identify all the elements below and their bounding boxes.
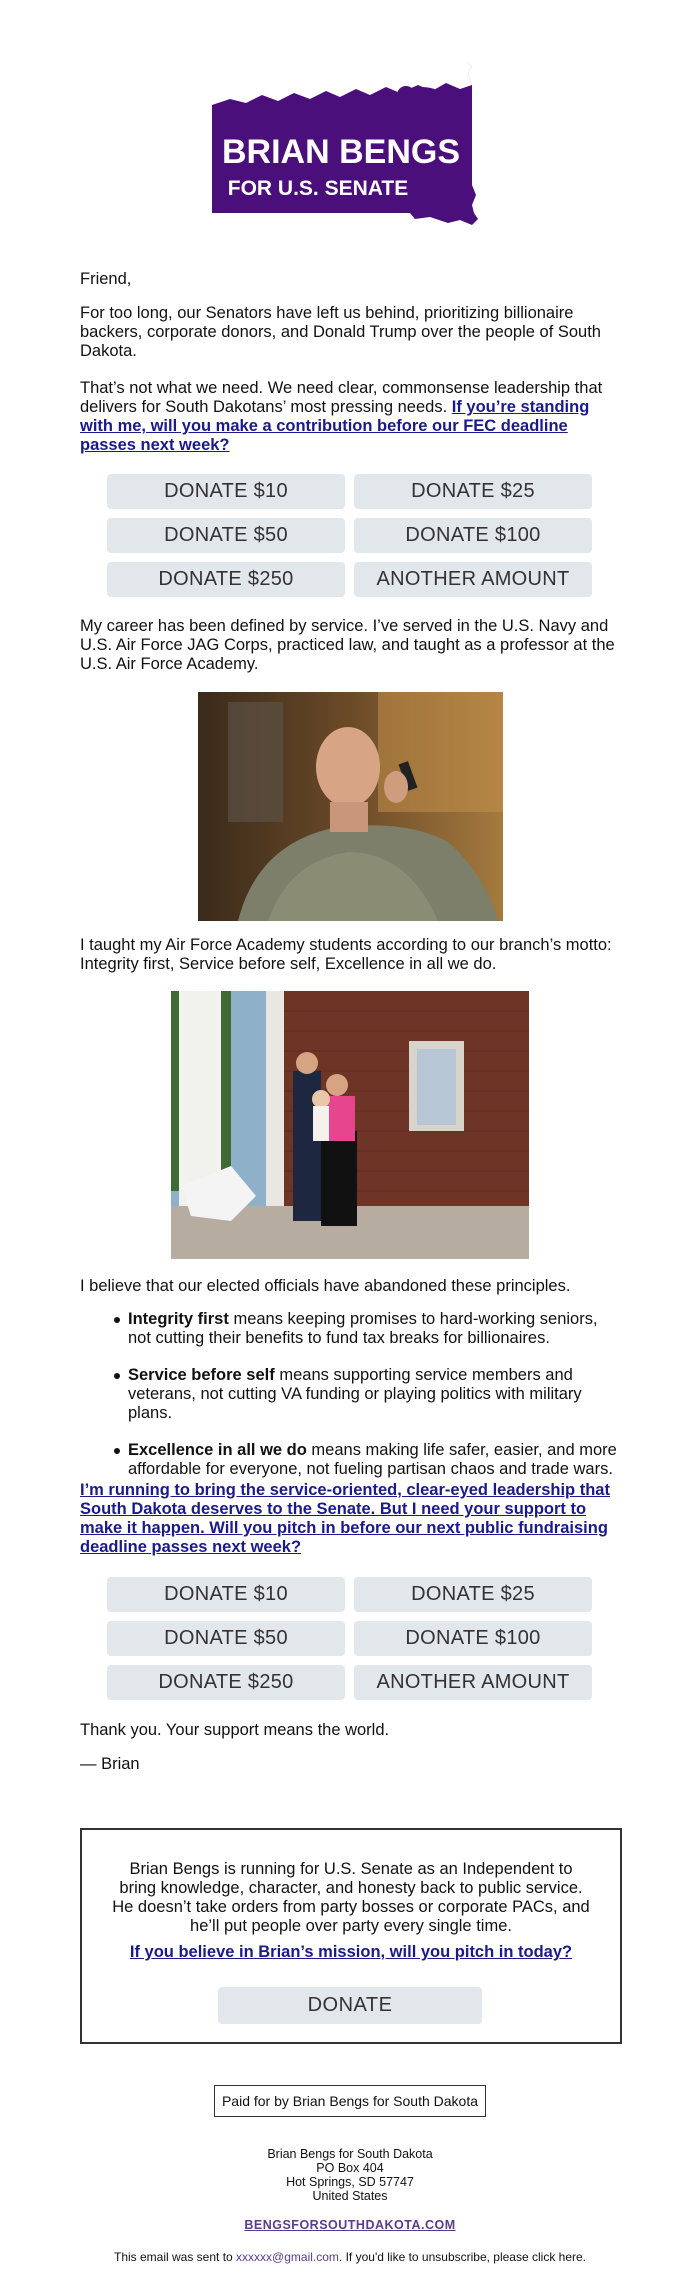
logo-line-1: BRIAN BENGS xyxy=(221,133,461,171)
paid-for-notice: Paid for by Brian Bengs for South Dakota xyxy=(214,2085,486,2117)
paragraph-need: That’s not what we need. We need clear, commonsense leadership that delivers for South Dakotans’ most pressing needs. If you’re standing with me, will you make a contribution before our FEC deadline passes next week? xyxy=(80,379,603,454)
paragraph-career: My career has been defined by service. I’ve served in the U.S. Navy and U.S. Air Force JAG Corps, practiced law, and taught as a professor at the U.S. Air Force Academy. xyxy=(80,617,615,673)
campaign-logo[interactable] xyxy=(210,55,480,230)
contribute-link[interactable]: If you’re standing with me, will you make a contribution before our FEC deadline passes next week? xyxy=(80,398,590,454)
south-dakota-logo-shape xyxy=(210,55,480,230)
unsubscribe-line: This email was sent to xxxxxx@gmail.com. If you'd like to unsubscribe, please click here. xyxy=(113,2250,587,2264)
principles-list xyxy=(80,1310,620,1497)
donate-other-amount-button[interactable]: ANOTHER AMOUNT xyxy=(354,562,592,597)
donate-50-button[interactable]: DONATE $50 xyxy=(107,518,345,553)
paragraph-intro: For too long, our Senators have left us behind, prioritizing billionaire backers, corporate donors, and Donald Trump over the people of South Dakota. xyxy=(80,304,601,360)
principle-item: Service before self means supporting service members and veterans, not cutting VA funding or playing politics with military plans. xyxy=(128,1366,620,1423)
pitch-in-link[interactable]: I’m running to bring the service-oriented, clear-eyed leadership that South Dakota deserves to the Senate. But I need your support to make it happen. Will you pitch in before our next public fundraising deadline passes next week? xyxy=(80,1481,610,1556)
mission-box xyxy=(80,1828,622,2044)
principle-item: Excellence in all we do means making life safer, easier, and more affordable for everyone, not fueling partisan chaos and trade wars. xyxy=(128,1441,620,1479)
paragraph-principles-intro: I believe that our elected officials have abandoned these principles. xyxy=(80,1277,571,1295)
unsubscribe-link[interactable]: . If you'd like to unsubscribe, please click here. xyxy=(338,2250,587,2264)
paragraph-thanks: Thank you. Your support means the world. xyxy=(80,1721,390,1739)
donate-100-button[interactable]: DONATE $100 xyxy=(354,1621,592,1656)
paragraph-motto: I taught my Air Force Academy students according to our branch’s motto: Integrity first, Service before self, Excellence in all we do. xyxy=(80,936,612,973)
paragraph-cta xyxy=(80,1481,620,1557)
donate-50-button[interactable]: DONATE $50 xyxy=(107,1621,345,1656)
mailing-address: Brian Bengs for South Dakota PO Box 404 Hot Springs, SD 57747 United States xyxy=(267,2147,433,2203)
donate-250-button[interactable]: DONATE $250 xyxy=(107,562,345,597)
donate-250-button[interactable]: DONATE $250 xyxy=(107,1665,345,1700)
principle-item: Integrity first means keeping promises to hard-working seniors, not cutting their benefits to fund tax breaks for billionaires. xyxy=(128,1310,620,1348)
recipient-email: xxxxxx@gmail.com xyxy=(236,2250,339,2264)
photo-brian-uniform xyxy=(198,692,503,921)
donate-other-amount-button[interactable]: ANOTHER AMOUNT xyxy=(354,1665,592,1700)
donate-100-button[interactable]: DONATE $100 xyxy=(354,518,592,553)
mission-text: Brian Bengs is running for U.S. Senate as an Independent to bring knowledge, character, and honesty back to public service. He doesn’t take orders from party bosses or corporate PACs, and he’ll put people over party every single time. xyxy=(112,1860,590,1935)
website-link[interactable]: BENGSFORSOUTHDAKOTA.COM xyxy=(244,2218,456,2232)
mission-pitch-in-link[interactable]: If you believe in Brian’s mission, will you pitch in today? xyxy=(129,1943,573,1961)
logo-line-2: FOR U.S. SENATE xyxy=(227,177,409,200)
donate-25-button[interactable]: DONATE $25 xyxy=(354,1577,592,1612)
donate-10-button[interactable]: DONATE $10 xyxy=(107,1577,345,1612)
signoff: — Brian xyxy=(80,1755,140,1773)
mission-cta xyxy=(82,1943,620,1962)
donate-10-button[interactable]: DONATE $10 xyxy=(107,474,345,509)
donate-button[interactable]: DONATE xyxy=(218,1987,482,2024)
website-link-wrap xyxy=(0,2218,700,2232)
donate-25-button[interactable]: DONATE $25 xyxy=(354,474,592,509)
greeting: Friend, xyxy=(80,270,132,288)
photo-brian-family xyxy=(171,991,529,1259)
